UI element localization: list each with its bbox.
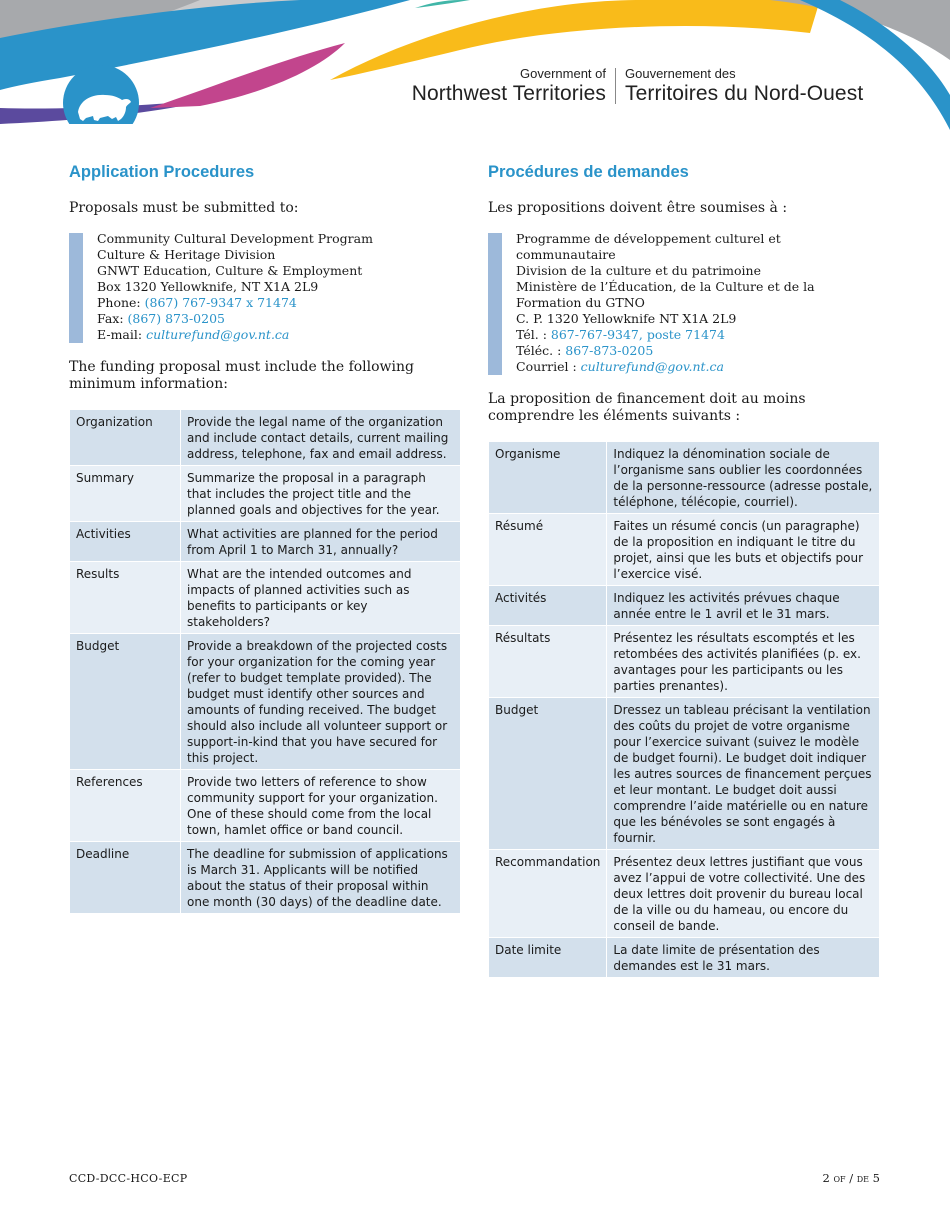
gov-title-fr <box>625 66 863 106</box>
table-key: Organization <box>70 410 181 466</box>
fr-address-line: Division de la culture et du patrimoine <box>516 263 762 278</box>
fr-email-link[interactable]: culturefund@gov.nt.ca <box>580 359 724 374</box>
fr-phone-link[interactable]: 867-767-9347, poste 71474 <box>550 327 725 342</box>
table-row <box>489 938 880 978</box>
fr-email-line <box>516 359 880 375</box>
fr-fax-label: Téléc. : <box>516 343 566 358</box>
table-key: Date limite <box>489 938 607 978</box>
table-key: Deadline <box>70 842 181 914</box>
fr-email-label: Courriel : <box>516 359 581 374</box>
table-row <box>489 698 880 850</box>
table-key: Résultats <box>489 626 607 698</box>
en-heading: Application Procedures <box>69 163 255 181</box>
en-address-bar <box>69 233 83 343</box>
english-column <box>69 163 461 914</box>
gov-fr-line2: Territoires du Nord-Ouest <box>625 82 864 105</box>
table-row <box>70 466 461 522</box>
fr-address-block <box>488 231 880 375</box>
table-key: Résumé <box>489 514 607 586</box>
table-value: Indiquez la dénomination sociale de l’organisme sans oublier les coordonnées de la personne-ressource (adresse postale, téléphone, télécopie, courriel). <box>607 442 880 514</box>
en-address-line: Culture & Heritage Division <box>97 247 276 262</box>
table-value: La date limite de présentation des demandes est le 31 mars. <box>607 938 880 978</box>
en-email-link[interactable]: culturefund@gov.nt.ca <box>146 327 290 342</box>
table-key: Summary <box>70 466 181 522</box>
table-value: Présentez deux lettres justifiant que vous avez l’appui de votre collectivité. Une des deux lettres doit provenir du bureau local de la ville ou du hameau, ou encore du conseil de bande. <box>607 850 880 938</box>
page-total: 5 <box>872 1171 880 1185</box>
table-key: Recommandation <box>489 850 607 938</box>
en-requirement-text: The funding proposal must include the following minimum information: <box>69 359 414 392</box>
fr-address-line: C. P. 1320 Yellowknife NT X1A 2L9 <box>516 311 737 326</box>
table-key: Budget <box>70 634 181 770</box>
table-value: Provide a breakdown of the projected costs for your organization for the coming year (refer to budget template provided). The budget must identify other sources and amounts of funding received. The budget should also include all volunteer support or support-in-kind that you have secured for this project. <box>181 634 461 770</box>
table-row <box>70 562 461 634</box>
fr-address-line: Ministère de l’Éducation, de la Culture et de la Formation du GTNO <box>516 279 815 310</box>
table-key: Budget <box>489 698 607 850</box>
fr-fax-line <box>516 343 880 359</box>
gov-fr-line1: Gouvernement des <box>625 66 736 81</box>
gov-title-en <box>412 66 606 106</box>
table-row <box>70 842 461 914</box>
gov-en-line2: Northwest Territories <box>411 82 606 105</box>
en-phone-link[interactable]: (867) 767-9347 x 71474 <box>144 295 297 310</box>
table-row <box>489 586 880 626</box>
page-separator: of / de <box>833 1171 870 1185</box>
table-value: Provide the legal name of the organization and include contact details, current mailing address, telephone, fax and email address. <box>181 410 461 466</box>
fr-intro: Les propositions doivent être soumises à : <box>488 200 788 216</box>
page-number <box>822 1171 880 1185</box>
fr-requirements-table <box>488 441 880 978</box>
table-key: References <box>70 770 181 842</box>
table-value: The deadline for submission of applications is March 31. Applicants will be notified about the status of their proposal within one month (30 days) of the deadline date. <box>181 842 461 914</box>
gov-title-divider <box>615 68 616 104</box>
fr-phone-line <box>516 327 880 343</box>
table-value: Provide two letters of reference to show community support for your organization. One of these should come from the local town, hamlet office or band council. <box>181 770 461 842</box>
table-key: Results <box>70 562 181 634</box>
page-current: 2 <box>822 1171 830 1185</box>
document-code: CCD-DCC-HCO-ECP <box>69 1172 188 1185</box>
table-row <box>70 522 461 562</box>
en-address-line: Box 1320 Yellowknife, NT X1A 2L9 <box>97 279 319 294</box>
table-key: Activities <box>70 522 181 562</box>
french-column <box>488 163 880 978</box>
gov-en-line1: Government of <box>520 66 606 81</box>
en-fax-line <box>97 311 461 327</box>
table-key: Activités <box>489 586 607 626</box>
fr-address-line: Programme de développement culturel et communautaire <box>516 231 781 262</box>
table-row <box>70 410 461 466</box>
table-row <box>489 850 880 938</box>
table-row <box>70 770 461 842</box>
table-value: Faites un résumé concis (un paragraphe) de la proposition en indiquant le titre du projet, ainsi que les buts et objectifs pour l’exercice visé. <box>607 514 880 586</box>
banner-teal-accent <box>415 0 470 8</box>
en-phone-label: Phone: <box>97 295 145 310</box>
en-address-block <box>69 231 461 343</box>
table-value: What are the intended outcomes and impacts of planned activities such as benefits to participants or key stakeholders? <box>181 562 461 634</box>
en-intro: Proposals must be submitted to: <box>69 200 299 216</box>
en-phone-line <box>97 295 461 311</box>
table-value: What activities are planned for the period from April 1 to March 31, annually? <box>181 522 461 562</box>
en-requirements-table <box>69 409 461 914</box>
en-email-line <box>97 327 461 343</box>
fr-phone-label: Tél. : <box>516 327 551 342</box>
table-row <box>489 626 880 698</box>
table-value: Indiquez les activités prévues chaque année entre le 1 avril et le 31 mars. <box>607 586 880 626</box>
fr-fax-link[interactable]: 867-873-0205 <box>565 343 654 358</box>
table-value: Dressez un tableau précisant la ventilation des coûts du projet de votre organisme pour l’exercice suivant (suivez le modèle de budget fourni). Le budget doit indiquer les autres sources de financement perçues et leur montant. Le budget doit aussi comprendre l’aide matérielle ou en nature que les bénévoles se sont engagés à fournir. <box>607 698 880 850</box>
table-row <box>489 442 880 514</box>
fr-address-bar <box>488 233 502 375</box>
en-address-line: Community Cultural Development Program <box>97 231 373 246</box>
table-row <box>489 514 880 586</box>
fr-requirement-text: La proposition de financement doit au moins comprendre les éléments suivants : <box>488 391 806 424</box>
table-value: Présentez les résultats escomptés et les retombées des activités planifiées (p. ex. avantages pour les participants ou les parties prenantes). <box>607 626 880 698</box>
table-value: Summarize the proposal in a paragraph that includes the project title and the planned goals and objectives for the year. <box>181 466 461 522</box>
en-fax-label: Fax: <box>97 311 128 326</box>
en-email-label: E-mail: <box>97 327 147 342</box>
fr-heading: Procédures de demandes <box>488 163 689 181</box>
table-row <box>70 634 461 770</box>
en-fax-link[interactable]: (867) 873-0205 <box>127 311 225 326</box>
table-key: Organisme <box>489 442 607 514</box>
en-address-line: GNWT Education, Culture & Employment <box>97 263 363 278</box>
